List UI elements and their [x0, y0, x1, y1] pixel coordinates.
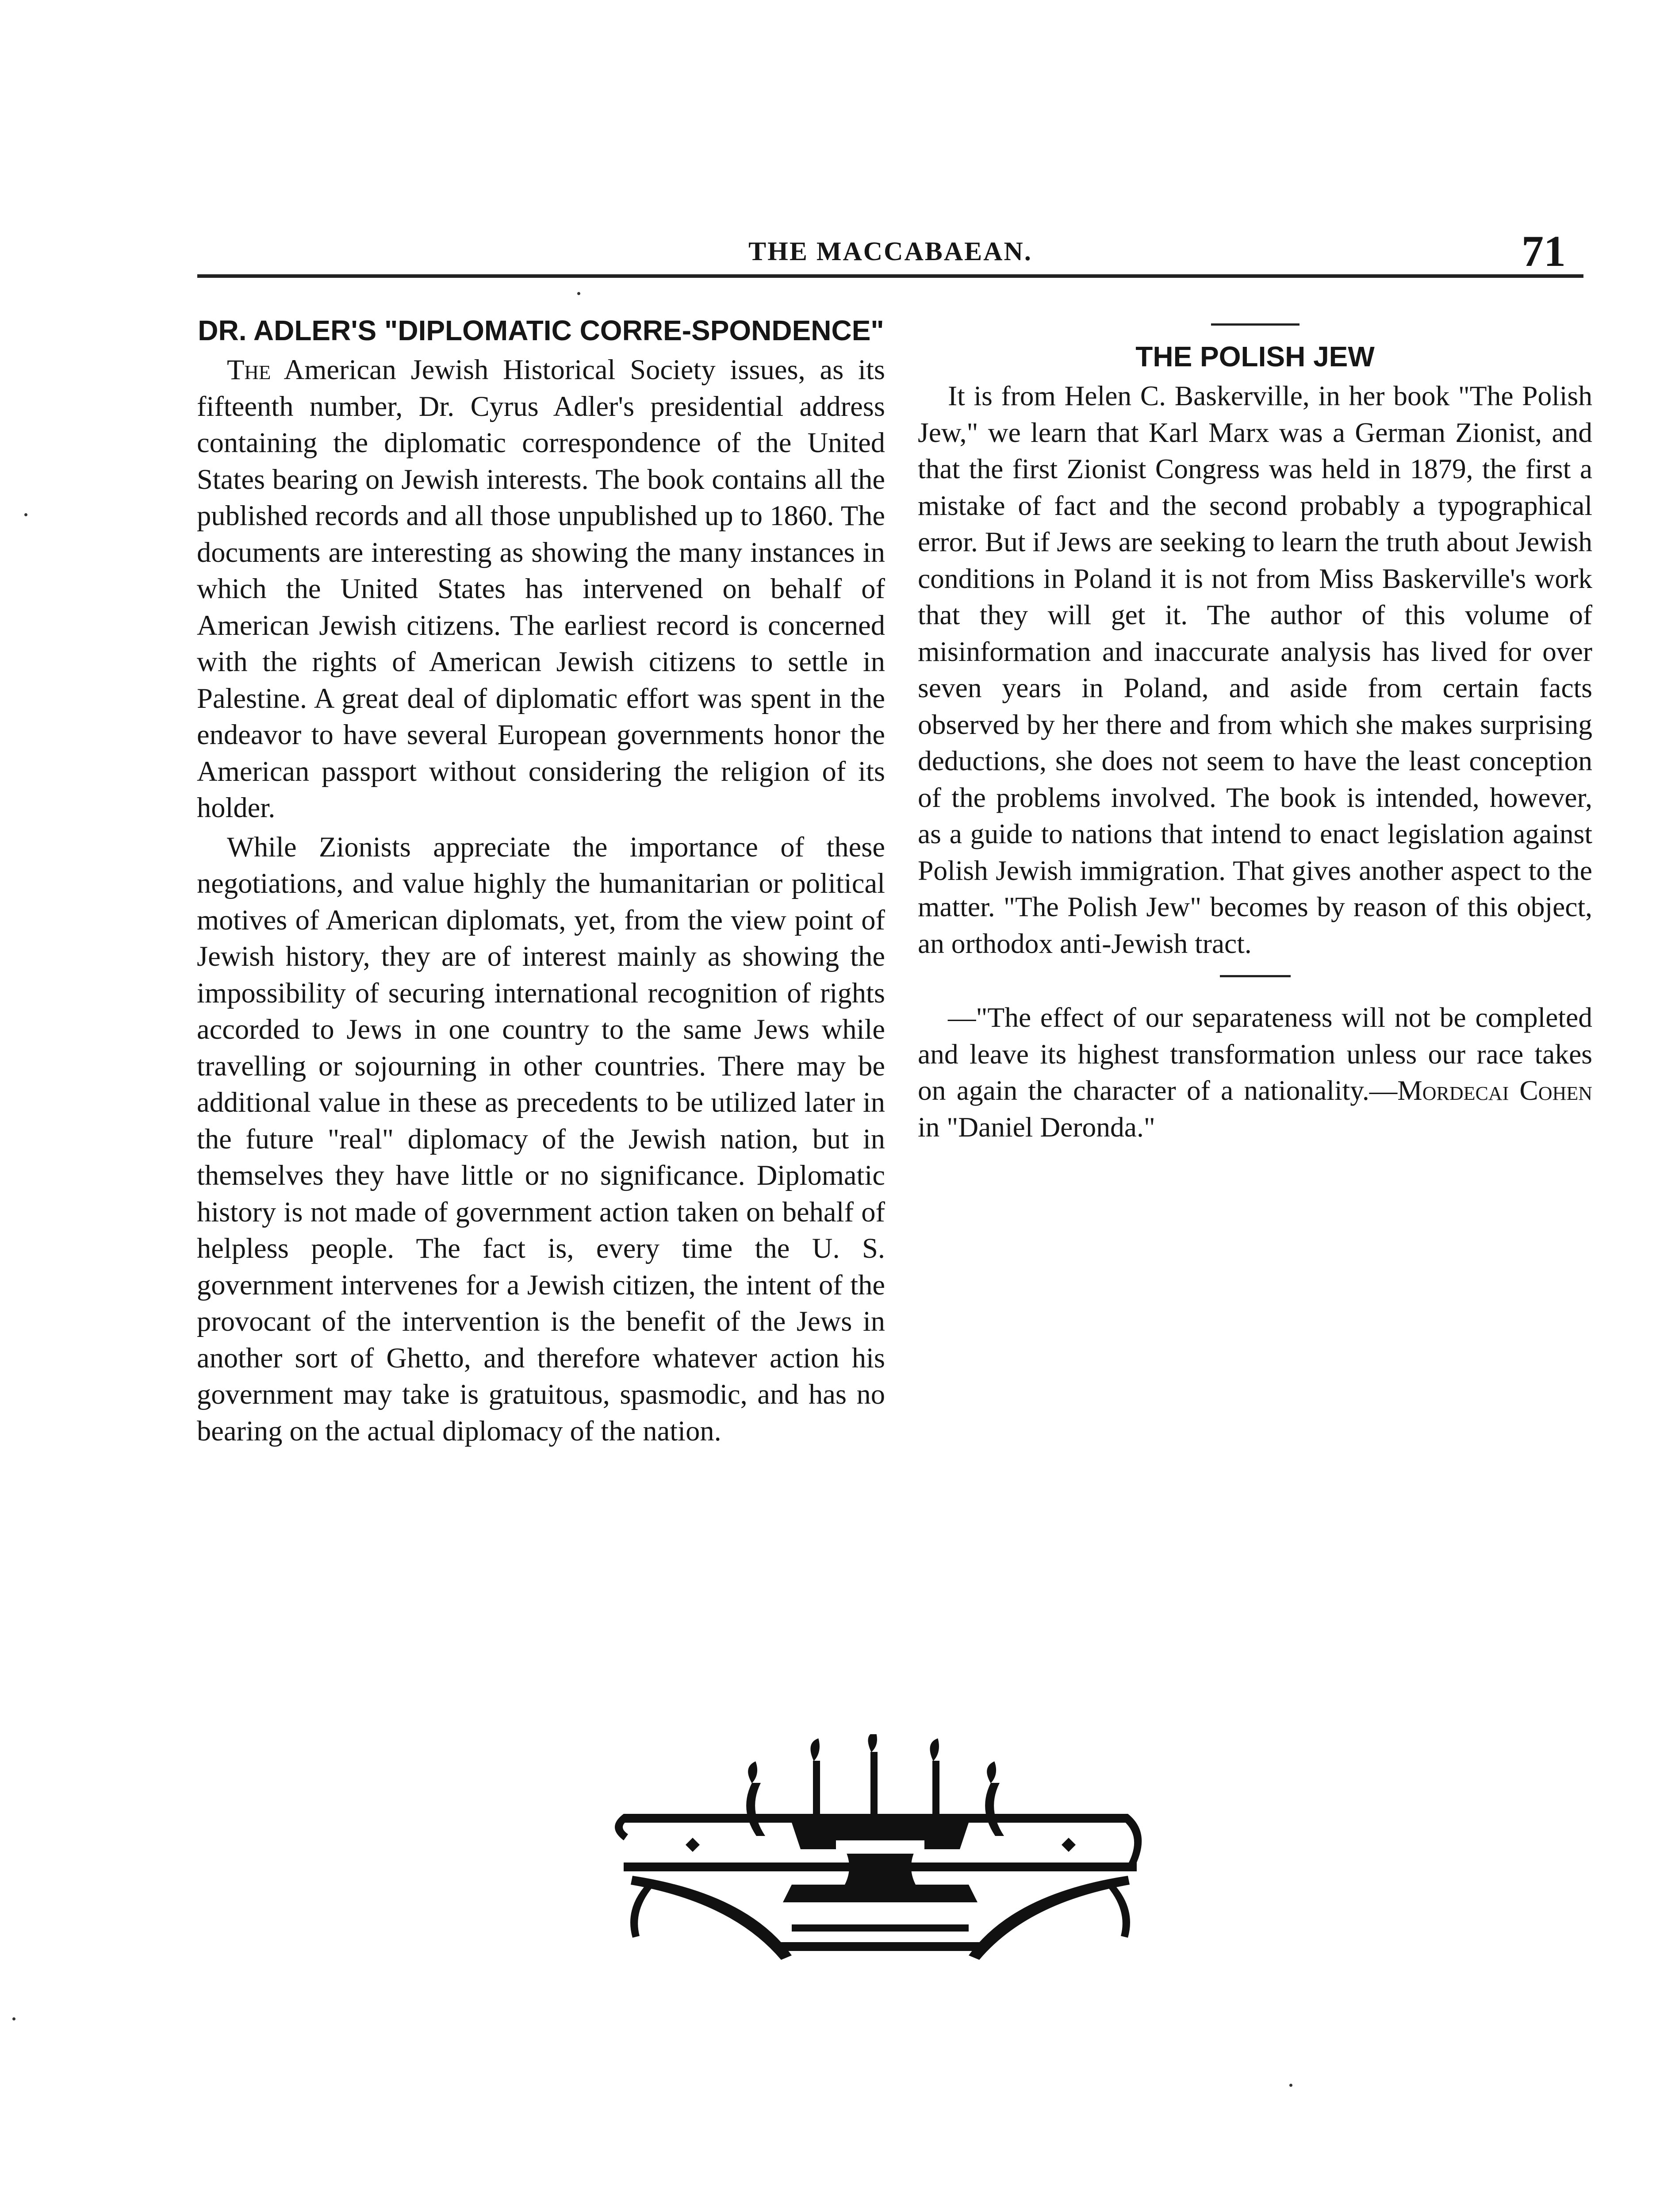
print-speck — [24, 513, 27, 516]
paragraph-text: American Jewish Historical Society issues, as its fifteenth number, Dr. Cyrus Adler's presidential address containing the diplomatic correspondence of the United States bearing on Jewish interests. The book contains all the published records and all those unpublished up to 1860. The documents are interesting as showing the many instances in which the United States has intervened on behalf of American Jewish citizens. The earliest record is concerned with the rights of American Jewish citizens to settle in Palestine. A great deal of diplomatic effort was spent in the endeavor to have several European governments honor the American passport without considering the religion of its holder. — [197, 354, 885, 823]
quote-text: —"The effect of our separateness will not be completed and leave its highest transformation unless our race takes on again the character of a nationality.— — [918, 1002, 1592, 1106]
page-header — [197, 226, 1583, 278]
closing-quote — [918, 999, 1592, 1145]
page-number: 71 — [1522, 227, 1566, 276]
article-title-polish-jew: THE POLISH JEW — [1135, 341, 1375, 373]
print-speck — [12, 2017, 15, 2020]
right-column-text — [918, 312, 1592, 1145]
article-adler-paragraph-2: While Zionists appreciate the importance of these negotiations, and value highly the humanitarian or political motives of American diplomats, yet, from the view point of Jewish history, they are of interest mainly as showing the impossibility of securing international recognition of rights accorded to Jews in one country to the same Jews while travelling or sojourning in other countries. There may be additional value in these as precedents to be utilized later in the future "real" diplomacy of the Jewish nation, but in themselves they have little or no significance. Diplomatic history is not made of government action taken on behalf of helpless people. The fact is, every time the U. S. government intervenes for a Jewish citizen, the intent of the provocant of the intervention is the benefit of the Jews in another sort of Ghetto, and therefore whatever action his government may take is gratuitous, spasmodic, and has no bearing on the actual diplomacy of the nation. — [197, 831, 885, 1447]
article-adler-paragraph-1 — [197, 352, 885, 826]
section-divider — [1211, 323, 1300, 326]
hebrew-lettering-ornament-icon — [606, 1734, 1154, 1973]
left-column — [197, 312, 885, 1449]
section-divider — [1220, 975, 1291, 977]
lead-in: The — [227, 354, 271, 385]
article-polish-jew-paragraph: It is from Helen C. Baskerville, in her book "The Polish Jew," we learn that Karl Marx was a German Zionist, and that the first Zionist Congress was held in 1879, the first a mistake of fact and the second probably a typographical error. But if Jews are seeking to learn the truth about Jewish conditions in Poland it is not from Miss Baskerville's work that they will get it. The author of this volume of misinformation and inaccurate analysis has lived for over seven years in Poland, and aside from certain facts observed by her there and from which she makes surprising deductions, she does not seem to have the least conception of the problems involved. The book is intended, however, as a guide to nations that intend to enact legislation against Polish Jewish immigration. That gives another aspect to the matter. "The Polish Jew" becomes by reason of this object, an orthodox anti-Jewish tract. — [918, 380, 1592, 959]
running-head: THE MACCABAEAN. — [748, 237, 1032, 266]
print-speck — [577, 292, 580, 295]
quote-source: in "Daniel Deronda." — [918, 1111, 1155, 1143]
article-title-adler: DR. ADLER'S "DIPLOMATIC CORRE-SPONDENCE" — [198, 315, 884, 346]
quote-author: Mordecai Cohen — [1397, 1075, 1592, 1106]
print-speck — [1289, 2084, 1292, 2087]
